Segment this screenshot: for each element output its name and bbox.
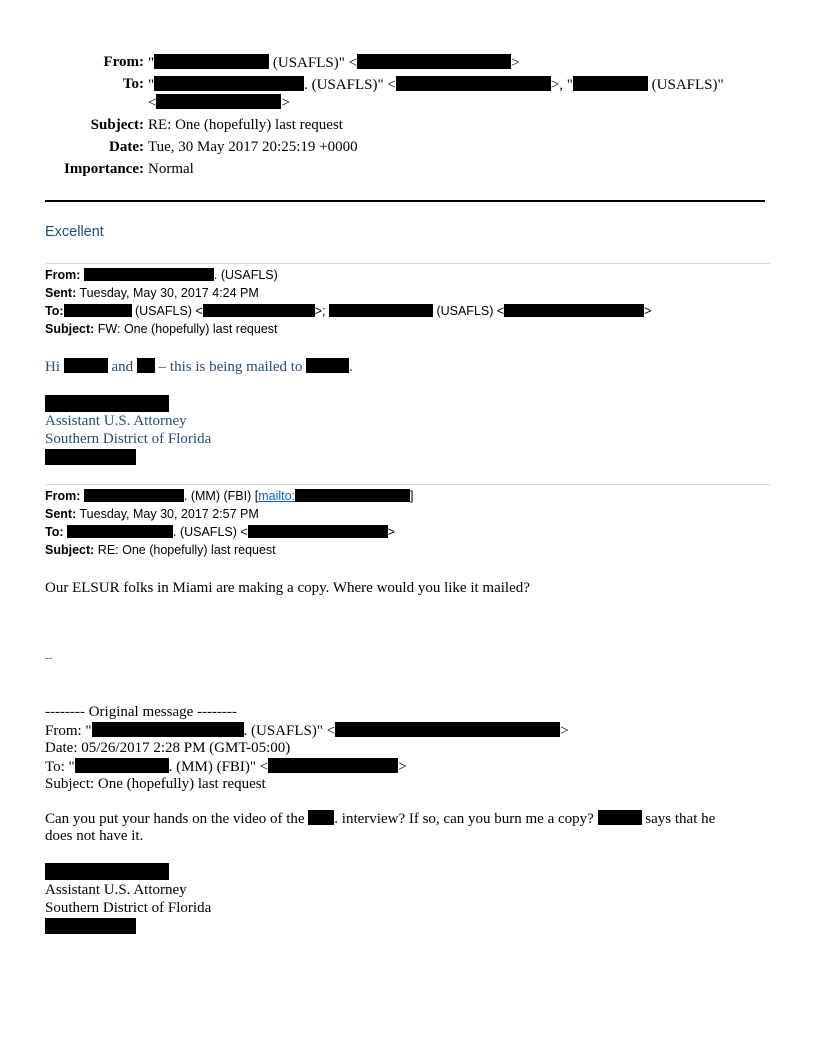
redaction (598, 810, 642, 825)
original-to-line (45, 758, 407, 776)
original-body-line1 (45, 810, 715, 828)
msg1-to-label: To: (45, 304, 64, 318)
msg2-sent-value: Tuesday, May 30, 2017 2:57 PM (79, 507, 259, 521)
redaction (329, 304, 433, 317)
msg1-body-end: . (349, 359, 353, 375)
original-from-line (45, 722, 569, 740)
original-to-suffix: . (MM) (FBI)" < (168, 759, 269, 775)
to-mid: >, " (550, 77, 573, 93)
msg1-sig-title: Assistant U.S. Attorney (45, 413, 187, 429)
msg1-from-suffix: . (USAFLS) (213, 268, 278, 282)
original-sig-title: Assistant U.S. Attorney (45, 882, 187, 898)
msg2-to-close: > (387, 525, 395, 539)
msg1-to-b: >; (314, 304, 329, 318)
original-subject: Subject: One (hopefully) last request (45, 776, 266, 792)
signature-phone-redaction (45, 449, 136, 468)
msg1-body (45, 358, 353, 376)
redaction (357, 54, 511, 69)
header-divider (45, 200, 765, 202)
original-to-prefix: To: " (45, 759, 75, 775)
redaction (45, 918, 136, 934)
msg1-subject-value: FW: One (hopefully) last request (97, 322, 278, 336)
redaction (64, 358, 108, 373)
signature-phone-redaction (45, 918, 136, 937)
msg2-signature-dash: -- (45, 652, 53, 664)
msg2-from-line (45, 489, 414, 503)
redaction (45, 863, 169, 880)
original-body-c: says that he (641, 811, 716, 827)
to-name1-suffix: . (USAFLS)" < (304, 77, 396, 93)
message-separator (45, 263, 771, 264)
mailto-link[interactable]: mailto: (258, 489, 296, 503)
from-value (148, 54, 520, 72)
redaction (45, 449, 136, 465)
msg2-to-label: To: (45, 525, 64, 539)
msg1-to-a: (USAFLS) < (131, 304, 203, 318)
to-value-line2 (148, 94, 290, 112)
original-from-suffix: . (USAFLS)" < (243, 723, 336, 739)
msg2-to-line (45, 525, 395, 539)
date-value: Tue, 30 May 2017 20:25:19 +0000 (148, 139, 358, 155)
msg2-from-suffix: . (MM) (FBI) [ (183, 489, 259, 503)
from-close: > (511, 55, 520, 71)
msg1-body-and: and (107, 359, 137, 375)
redaction (396, 76, 551, 91)
redaction (248, 525, 388, 538)
msg1-subject-label: Subject: (45, 322, 95, 336)
redaction (308, 810, 334, 825)
msg2-sent-line (45, 507, 259, 521)
to-line2-open: < (148, 95, 157, 111)
msg1-from-label: From: (45, 268, 81, 282)
date-label: Date: (109, 139, 144, 155)
redaction (268, 758, 398, 773)
original-date: Date: 05/26/2017 2:28 PM (GMT-05:00) (45, 740, 291, 756)
msg1-sent-line (45, 286, 259, 300)
subject-label: Subject: (90, 117, 144, 133)
original-banner: -------- Original message -------- (45, 704, 237, 720)
redaction (84, 268, 214, 281)
original-body-a: Can you put your hands on the video of the (45, 811, 309, 827)
original-to-close: > (398, 759, 407, 775)
msg2-from-label: From: (45, 489, 81, 503)
signature-name-redaction (45, 395, 169, 415)
msg1-sent-label: Sent: (45, 286, 77, 300)
subject-value: RE: One (hopefully) last request (148, 117, 343, 133)
msg2-body: Our ELSUR folks in Miami are making a copy. Where would you like it mailed? (45, 580, 530, 596)
redaction (156, 94, 281, 109)
redaction (306, 358, 349, 373)
original-from-close: > (560, 723, 569, 739)
msg2-to-suffix: . (USAFLS) < (173, 525, 248, 539)
msg1-to-line (45, 304, 651, 318)
to-line2-close: > (281, 95, 290, 111)
importance-label: Importance: (64, 161, 144, 177)
redaction (154, 54, 269, 69)
to-name2-suffix: (USAFLS)" (647, 77, 724, 93)
message-separator (45, 484, 771, 485)
redaction (67, 525, 173, 538)
redaction (137, 358, 155, 373)
msg1-sent-value: Tuesday, May 30, 2017 4:24 PM (79, 286, 259, 300)
msg1-body-rest: – this is being mailed to (154, 359, 307, 375)
original-body-line2: does not have it. (45, 828, 144, 844)
redaction (573, 76, 648, 91)
to-value (148, 76, 724, 94)
msg1-body-hi: Hi (45, 359, 64, 375)
from-name-suffix: (USAFLS)" < (269, 55, 358, 71)
importance-value: Normal (148, 161, 194, 177)
msg1-sig-district: Southern District of Florida (45, 431, 212, 447)
redaction (92, 722, 244, 737)
redaction (295, 489, 410, 502)
redaction (75, 758, 169, 773)
to-quote: " (148, 77, 155, 93)
msg2-from-close: ] (410, 489, 414, 503)
original-sig-district: Southern District of Florida (45, 900, 212, 916)
msg2-sent-label: Sent: (45, 507, 77, 521)
msg1-to-c: (USAFLS) < (432, 304, 505, 318)
from-quote: " (148, 55, 155, 71)
msg2-subject-value: RE: One (hopefully) last request (97, 543, 276, 557)
original-from-prefix: From: " (45, 723, 92, 739)
redaction (84, 489, 184, 502)
msg2-subject-line (45, 543, 276, 557)
msg2-subject-label: Subject: (45, 543, 95, 557)
from-label: From: (103, 54, 144, 70)
redaction (64, 304, 132, 317)
to-label: To: (122, 76, 144, 92)
msg1-from-line (45, 268, 278, 282)
redaction (203, 304, 315, 317)
original-body-b: . interview? If so, can you burn me a copy? (334, 811, 598, 827)
redaction (504, 304, 644, 317)
redaction (154, 76, 304, 91)
reply-text: Excellent (45, 224, 104, 240)
redaction (45, 395, 169, 412)
redaction (335, 722, 560, 737)
msg1-to-d: > (644, 304, 652, 318)
msg1-subject-line (45, 322, 278, 336)
signature-name-redaction (45, 863, 169, 883)
